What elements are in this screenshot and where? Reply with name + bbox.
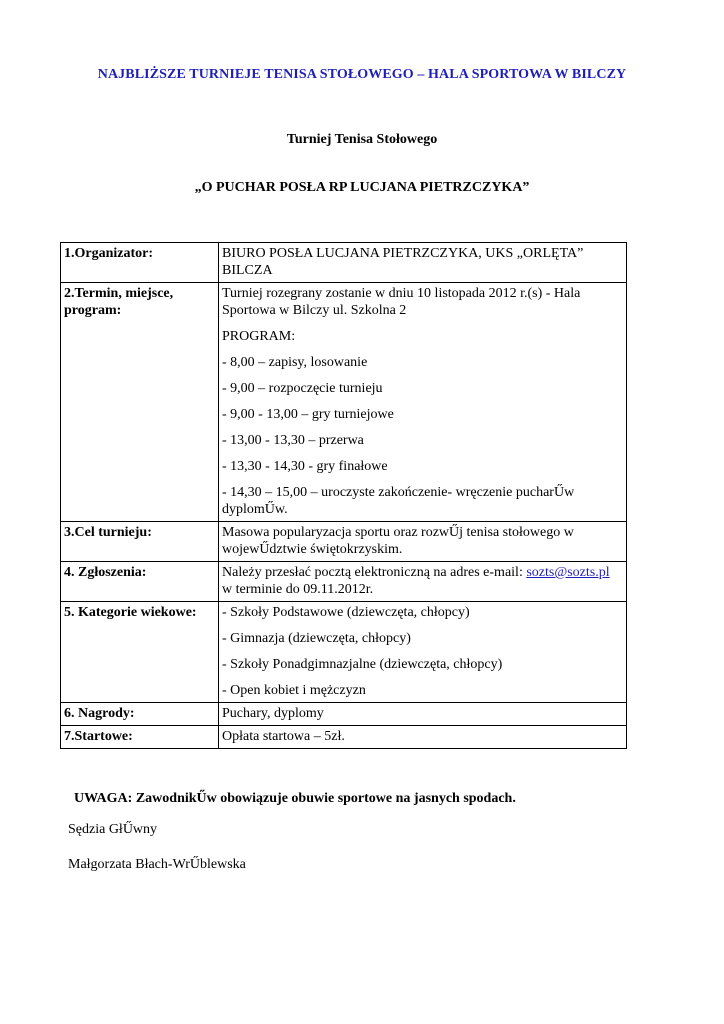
goal-value: Masowa popularyzacja sportu oraz rozwŰj tenisa stołowego w wojewŰdztwie świętokrzyskim. (219, 522, 627, 562)
registration-value (219, 562, 627, 602)
program-item: - 9,00 - 13,00 – gry turniejowe (222, 407, 394, 422)
table-row-fee (61, 726, 627, 749)
program-item: - 14,30 – 15,00 – uroczyste zakończenie- wręczenie pucharŰw dyplomŰw. (222, 485, 575, 517)
table-row-goal (61, 522, 627, 562)
goal-label: 3.Cel turnieju: (61, 522, 219, 562)
schedule-value (219, 283, 627, 522)
schedule-label: 2.Termin, miejsce, program: (61, 283, 219, 522)
prizes-label: 6. Nagrody: (61, 703, 219, 726)
program-item: - 8,00 – zapisy, losowanie (222, 355, 368, 370)
registration-deadline: w terminie do 09.11.2012r. (222, 582, 374, 597)
fee-value: Opłata startowa – 5zł. (219, 726, 627, 749)
event-name: Turniej Tenisa Stołowego (286, 132, 438, 147)
program-item: - 13,00 - 13,30 – przerwa (222, 433, 364, 448)
registration-text: Należy przesłać pocztą elektroniczną na adres e-mail: (222, 565, 527, 580)
program-item: - 13,30 - 14,30 - gry finałowe (222, 459, 388, 474)
category-item: - Gimnazja (dziewczęta, chłopcy) (222, 631, 411, 646)
prizes-value: Puchary, dyplomy (219, 703, 627, 726)
program-title: PROGRAM: (222, 329, 296, 344)
judge-name: Małgorzata Błach-WrŰblewska (68, 857, 246, 872)
age-categories-label: 5. Kategorie wiekowe: (61, 602, 219, 703)
page-title: NAJBLIŻSZE TURNIEJE TENISA STOŁOWEGO – HALA SPORTOWA W BILCZY (97, 67, 627, 82)
category-item: - Szkoły Ponadgimnazjalne (dziewczęta, chłopcy) (222, 657, 503, 672)
program-item: - 9,00 – rozpoczęcie turnieju (222, 381, 383, 396)
table-row-age-categories (61, 602, 627, 703)
cup-name: „O PUCHAR POSŁA RP LUCJANA PIETRZCZYKA” (194, 180, 530, 195)
table-row-registration (61, 562, 627, 602)
category-item: - Szkoły Podstawowe (dziewczęta, chłopcy) (222, 605, 470, 620)
organizer-label: 1.Organizator: (61, 243, 219, 283)
table-row-schedule (61, 283, 627, 522)
age-categories-value (219, 602, 627, 703)
organizer-value: BIURO POSŁA LUCJANA PIETRZCZYKA, UKS „ORLĘTA” BILCZA (219, 243, 627, 283)
registration-label: 4. Zgłoszenia: (61, 562, 219, 602)
table-row-organizer (61, 243, 627, 283)
table-row-prizes (61, 703, 627, 726)
schedule-intro: Turniej rozegrany zostanie w dniu 10 listopada 2012 r.(s) - Hala Sportowa w Bilczy ul. Szkolna 2 (222, 286, 581, 318)
footwear-note: UWAGA: ZawodnikŰw obowiązuje obuwie sportowe na jasnych spodach. (74, 791, 516, 806)
email-link[interactable]: sozts@sozts.pl (526, 565, 610, 580)
fee-label: 7.Startowe: (61, 726, 219, 749)
tournament-info-table (60, 242, 627, 749)
judge-label: Sędzia GłŰwny (68, 822, 158, 837)
category-item: - Open kobiet i mężczyzn (222, 683, 366, 698)
